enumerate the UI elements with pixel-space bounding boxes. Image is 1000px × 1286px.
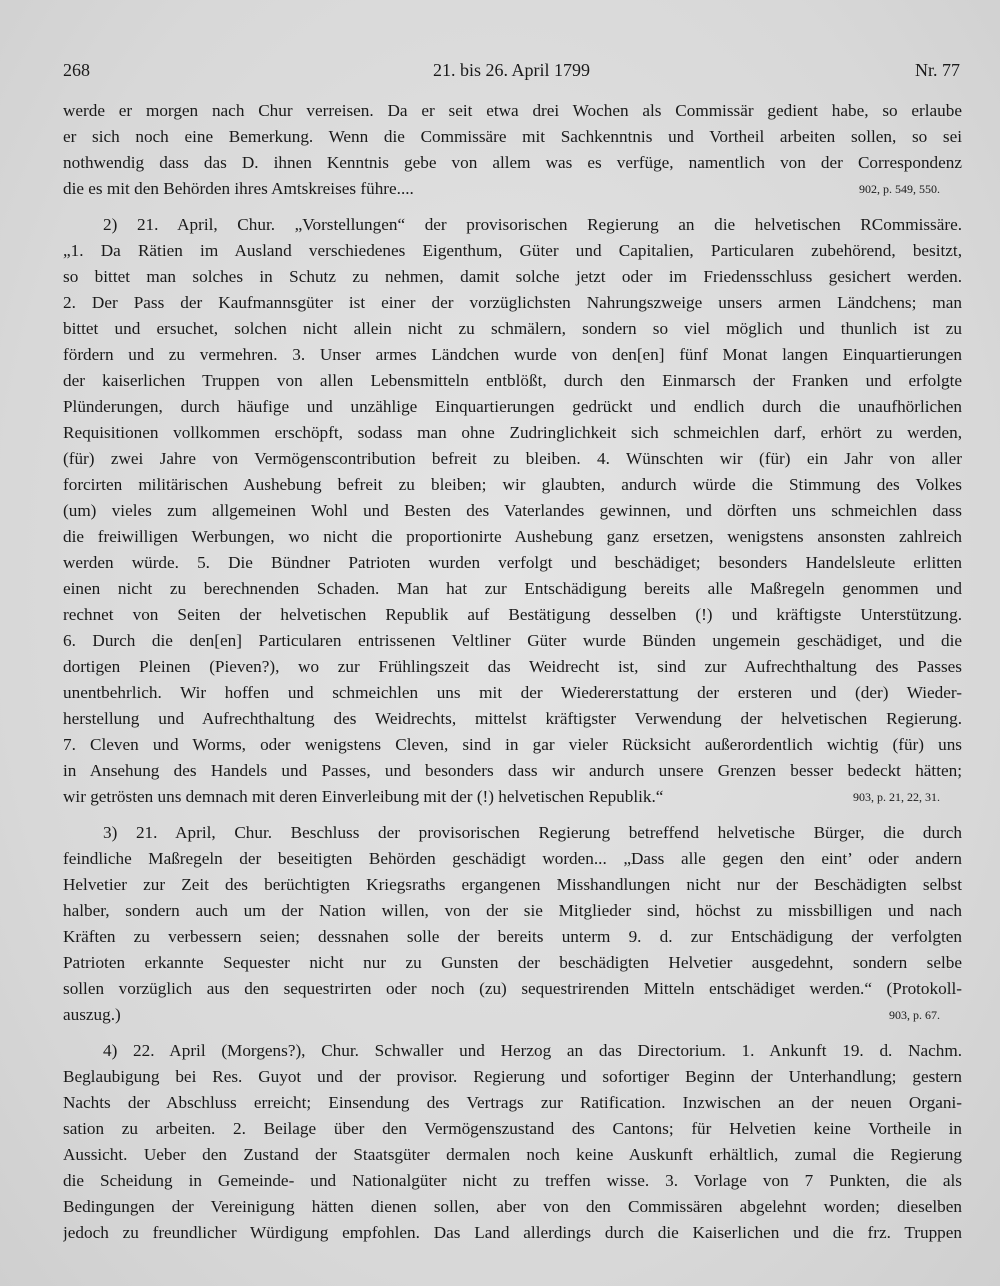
paragraph-2 xyxy=(63,212,962,810)
text-line: die freiwilligen Werbungen, wo nicht die proportionirte Aushebung ganz ersetzen, wenigstens ansonsten zahlreich xyxy=(63,527,962,546)
paragraph-gap xyxy=(63,202,962,212)
page-number: 268 xyxy=(63,60,90,80)
text-line: dortigen Pleinen (Pieven?), wo zur Frühlingszeit das Weidrecht ist, sind zur Aufrechthaltung des Passes xyxy=(63,657,962,676)
text-line: (für) zwei Jahre von Vermögenscontribution befreit zu bleiben. 4. Wünschten wir (für) ein Jahr von aller xyxy=(63,449,962,468)
text-line xyxy=(63,1002,962,1028)
text-line: er sich noch eine Bemerkung. Wenn die Commissäre mit Sachkenntnis und Vortheil arbeiten sollen, so sei xyxy=(63,127,962,146)
text-line: 2. Der Pass der Kaufmannsgüter ist einer der vorzüglichsten Nahrungszweige unsers armen Ländchens; man xyxy=(63,293,962,312)
line-text: die es mit den Behörden ihres Amtskreises führe.... xyxy=(63,179,414,198)
text-line: halber, sondern auch um der Nation willen, von der sie Mitglieder sind, höchst zu missbilligen und nach xyxy=(63,901,962,920)
entry-heading-line: 4) 22. April (Morgens?), Chur. Schwaller und Herzog an das Directorium. 1. Ankunft 19. d. Nachm. xyxy=(103,1041,962,1060)
text-line xyxy=(63,784,962,810)
text-line xyxy=(63,176,962,202)
text-line: Patrioten erkannte Sequester nicht nur zu Gunsten der beschädigten Helvetier ausgedehnt, sondern selbe xyxy=(63,953,962,972)
line-text: wir getrösten uns demnach mit deren Einverleibung mit der (!) helvetischen Republik.“ xyxy=(63,787,664,806)
text-line: der kaiserlichen Truppen von allen Lebensmitteln entblößt, durch den Einmarsch der Franken und erfolgte xyxy=(63,371,962,390)
text-line: feindliche Maßregeln der beseitigten Behörden geschädigt worden... „Dass alle gegen den eint’ oder andern xyxy=(63,849,962,868)
text-line: sollen vorzüglich aus den sequestrirten oder noch (zu) sequestrirenden Mitteln entschädiget werden.“ (Protokoll- xyxy=(63,979,962,998)
text-line: die Scheidung in Gemeinde- und Nationalgüter nicht zu treffen wisse. 3. Vorlage von 7 Punkten, die als xyxy=(63,1171,962,1190)
text-line: bittet und ersuchet, solchen nicht allein nicht zu schmälern, sondern so viel möglich und thunlich ist zu xyxy=(63,319,962,338)
entry-heading-line: 3) 21. April, Chur. Beschluss der provisorischen Regierung betreffend helvetische Bürger, die durch xyxy=(103,823,962,842)
text-line: so bittet man solches in Schutz zu nehmen, damit solche jetzt oder im Friedensschluss gesichert werden. xyxy=(63,267,962,286)
text-line: werden würde. 5. Die Bündner Patrioten wurden verfolgt und beschädiget; besonders Handelsleute erlitten xyxy=(63,553,962,572)
text-line: rechnet von Seiten der helvetischen Republik auf Bestätigung desselben (!) und kräftigste Unterstützung. xyxy=(63,605,962,624)
running-header xyxy=(63,60,960,86)
source-reference: 903, p. 21, 22, 31. xyxy=(853,790,940,804)
text-line: Plünderungen, durch häufige und unzählige Einquartierungen gedrückt und endlich durch die unaufhörlichen xyxy=(63,397,962,416)
text-line: Helvetier zur Zeit des berüchtigten Kriegsraths ergangenen Misshandlungen nicht nur der Beschädigten selbst xyxy=(63,875,962,894)
paragraph-4 xyxy=(63,1038,962,1246)
text-line: werde er morgen nach Chur verreisen. Da er seit etwa drei Wochen als Commissär gedient habe, so erlaube xyxy=(63,101,962,120)
text-line: einen nicht zu berechnenden Schaden. Man hat zur Entschädigung bereits alle Maßregeln genommen und xyxy=(63,579,962,598)
paragraph-gap xyxy=(63,1028,962,1038)
text-line: Requisitionen vollkommen erschöpft, sodass man ohne Zudringlichkeit sich schmeichlen darf, erhört zu werden, xyxy=(63,423,962,442)
text-line: jedoch zu freundlicher Würdigung empfohlen. Das Land allerdings durch die Kaiserlichen und die frz. Truppen xyxy=(63,1223,962,1242)
item-number: Nr. 77 xyxy=(915,60,960,80)
text-line: herstellung und Aufrechthaltung des Weidrechts, mittelst kräftigster Verwendung der helvetischen Regierung. xyxy=(63,709,962,728)
line-text: auszug.) xyxy=(63,1005,121,1024)
source-reference: 903, p. 67. xyxy=(889,1008,940,1022)
text-line: in Ansehung des Handels und Passes, und besonders dass wir andurch unsere Grenzen besser bedeckt hätten; xyxy=(63,761,962,780)
entry-heading-line: 2) 21. April, Chur. „Vorstellungen“ der provisorischen Regierung an die helvetischen RCommissäre. xyxy=(103,215,962,234)
text-line: Beglaubigung bei Res. Guyot und der provisor. Regierung und sofortiger Beginn der Unterhandlung; gestern xyxy=(63,1067,962,1086)
text-line: nothwendig dass das D. ihnen Kenntnis gebe von allem was es verfüge, namentlich von der Correspondenz xyxy=(63,153,962,172)
paragraph-gap xyxy=(63,810,962,820)
text-line: „1. Da Rätien im Ausland verschiedenes Eigenthum, Güter und Capitalien, Particularen zubehörend, besitzt, xyxy=(63,241,962,260)
text-line: fördern und zu vermehren. 3. Unser armes Ländchen wurde von den[en] fünf Monat langen Einquartierungen xyxy=(63,345,962,364)
text-line: sation zu arbeiten. 2. Beilage über den Vermögenszustand des Cantons; für Helvetien keine Vortheile in xyxy=(63,1119,962,1138)
text-line: Aussicht. Ueber den Zustand der Staatsgüter dermalen noch keine Auskunft erhältlich, zumal die Regierung xyxy=(63,1145,962,1164)
text-line: Nachts der Abschluss erreicht; Einsendung des Vertrags zur Ratification. Inzwischen an der neuen Organi- xyxy=(63,1093,962,1112)
text-line: 7. Cleven und Worms, oder wenigstens Cleven, sind in gar vieler Rücksicht außerordentlich wichtig (für) uns xyxy=(63,735,962,754)
text-line: (um) vieles zum allgemeinen Wohl und Besten des Vaterlandes gewinnen, und dörften uns schmeichlen dass xyxy=(63,501,962,520)
text-line: Bedingungen der Vereinigung hätten dienen sollen, aber von den Commissären abgelehnt worden; dieselben xyxy=(63,1197,962,1216)
text-line: 6. Durch die den[en] Particularen entrissenen Veltliner Güter wurde Bünden ungemein geschädiget, und die xyxy=(63,631,962,650)
header-date-range: 21. bis 26. April 1799 xyxy=(432,60,590,80)
source-reference: 902, p. 549, 550. xyxy=(859,182,940,196)
paragraph-1 xyxy=(63,98,962,202)
text-line: Kräften zu verbessern seien; dessnahen solle der bereits unterm 9. d. zur Entschädigung der verfolgten xyxy=(63,927,962,946)
paragraph-3 xyxy=(63,820,962,1028)
text-line: unentbehrlich. Wir hoffen und schmeichlen uns mit der Wiedererstattung der ersteren und (der) Wieder- xyxy=(63,683,962,702)
text-line: forcirten militärischen Aushebung befreit zu bleiben; wir glaubten, andurch würde die Stimmung des Volkes xyxy=(63,475,962,494)
body-text xyxy=(63,98,962,1246)
